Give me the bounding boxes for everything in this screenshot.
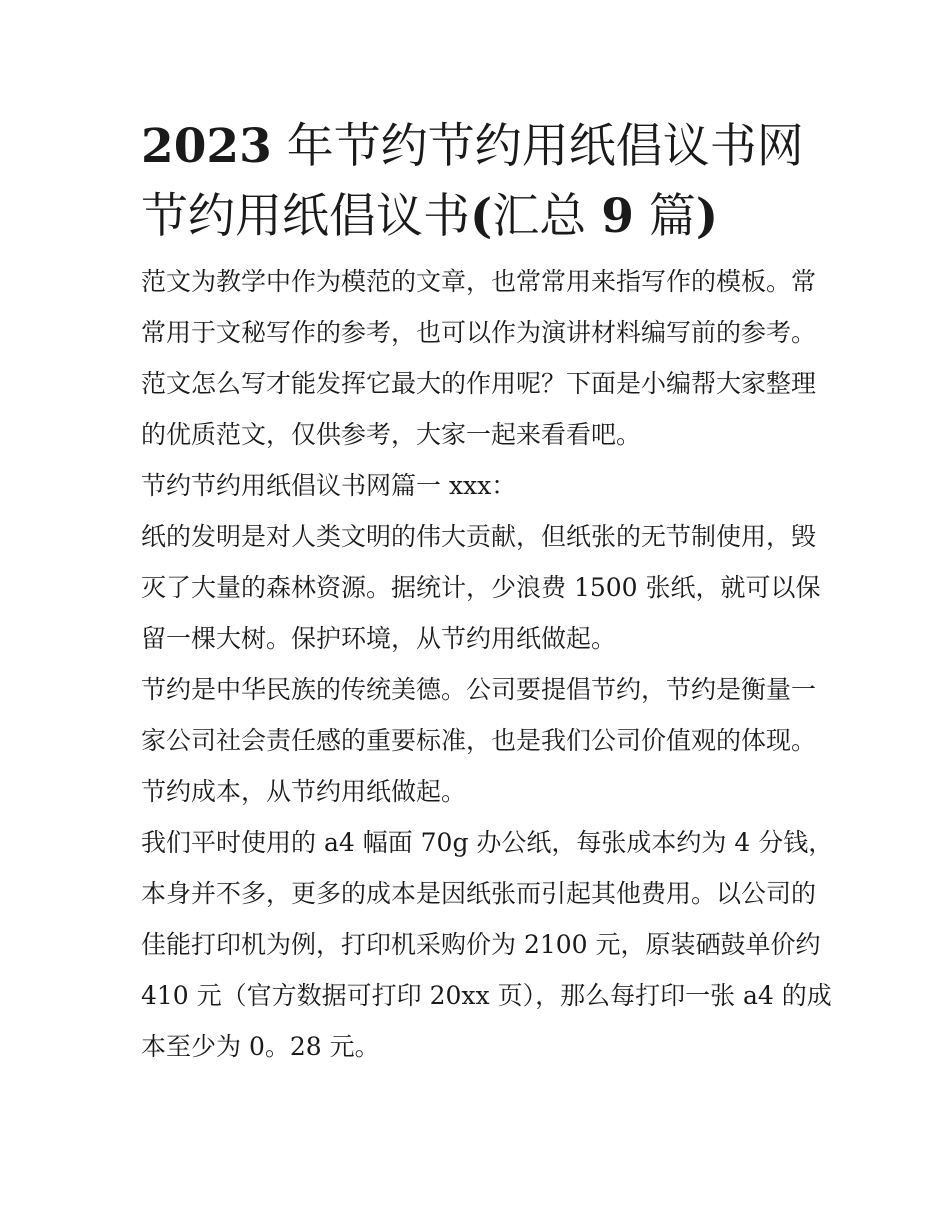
document-body <box>141 256 834 1072</box>
paragraph-line: 本至少为 0。28 元。 <box>141 1032 380 1061</box>
title-mid: 汇总 <box>492 189 587 244</box>
document-page <box>141 112 834 1072</box>
paragraph-line: 节约成本，从节约用纸做起。 <box>141 777 467 806</box>
paragraph-line: 佳能打印机为例，打印机采购价为 2100 元，原装硒鼓单价约 <box>141 930 821 959</box>
paragraph-line: 纸的发明是对人类文明的伟大贡献，但纸张的无节制使用，毁 <box>141 522 817 551</box>
title-line-1 <box>141 119 804 174</box>
paragraph-line: 节约节约用纸倡议书网篇一 xxx： <box>141 471 517 500</box>
paragraph-line: 常用于文秘写作的参考，也可以作为演讲材料编写前的参考。 <box>141 318 817 347</box>
title-paren-close: ) <box>695 189 719 244</box>
title-line-1-text: 年节约节约用纸倡议书网 <box>286 119 804 174</box>
paragraph-line: 的优质范文，仅供参考，大家一起来看看吧。 <box>141 420 642 449</box>
paragraph-cost <box>141 817 834 1072</box>
paragraph-paper-invention <box>141 511 821 664</box>
paragraph-line: 410 元（官方数据可打印 20xx 页），那么每打印一张 a4 的成 <box>141 981 832 1010</box>
title-year: 2023 <box>141 119 272 174</box>
title-line-2-text: 节约用纸倡议书 <box>141 189 470 244</box>
section-heading <box>141 460 816 511</box>
document-title <box>141 112 816 252</box>
paragraph-line: 留一棵大树。保护环境，从节约用纸做起。 <box>141 624 617 653</box>
paragraph-line: 范文为教学中作为模范的文章，也常常用来指写作的模板。常 <box>141 267 817 296</box>
paragraph-line: 范文怎么写才能发挥它最大的作用呢？下面是小编帮大家整理 <box>141 369 817 398</box>
paragraph-line: 家公司社会责任感的重要标准，也是我们公司价值观的体现。 <box>141 726 817 755</box>
title-count: 9 <box>601 189 634 244</box>
paragraph-line: 本身并不多，更多的成本是因纸张而引起其他费用。以公司的 <box>141 879 817 908</box>
paragraph-thrift <box>141 664 816 817</box>
paragraph-line: 灭了大量的森林资源。据统计，少浪费 1500 张纸，就可以保 <box>141 573 821 602</box>
title-paren-open: ( <box>470 189 493 244</box>
paragraph-line: 我们平时使用的 a4 幅面 70g 办公纸，每张成本约为 4 分钱， <box>141 828 834 857</box>
paragraph-intro <box>141 256 816 460</box>
paragraph-line: 节约是中华民族的传统美德。公司要提倡节约，节约是衡量一 <box>141 675 817 704</box>
title-line-2 <box>141 189 718 244</box>
title-pian: 篇 <box>648 189 696 244</box>
